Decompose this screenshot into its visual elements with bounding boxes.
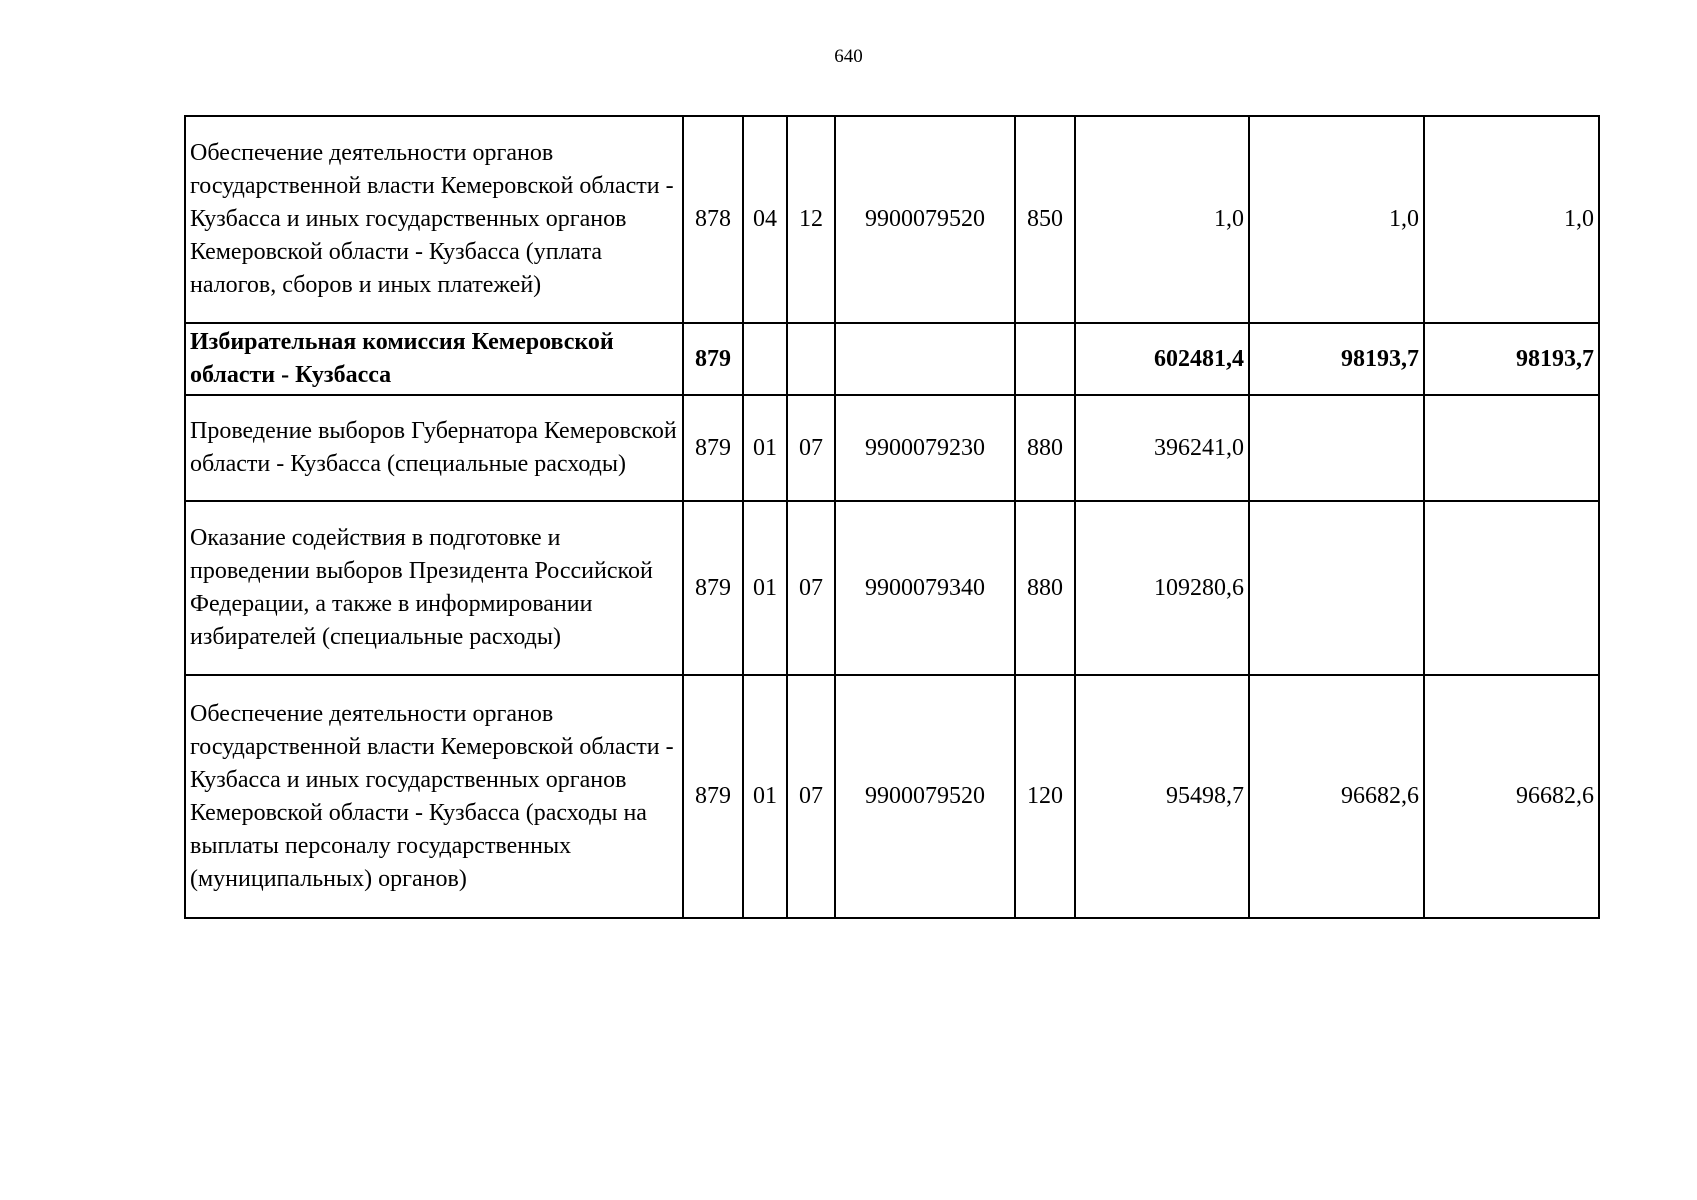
expense-type-code: 880	[1015, 395, 1075, 501]
sum-year-3	[1424, 501, 1599, 675]
row-name: Обеспечение деятельности органов государственной власти Кемеровской области - Кузбасса и иных государственных органов Кемеровской области - Кузбасса (уплата налогов, сборов и иных платежей)	[185, 116, 683, 323]
table-row	[185, 395, 1599, 501]
row-name: Проведение выборов Губернатора Кемеровской области - Кузбасса (специальные расходы)	[185, 395, 683, 501]
subsection-code: 07	[787, 395, 835, 501]
expense-type-code	[1015, 323, 1075, 395]
table-row	[185, 501, 1599, 675]
subsection-code: 12	[787, 116, 835, 323]
row-name: Оказание содействия в подготовке и проведении выборов Президента Российской Федерации, а также в информировании избирателей (специальные расходы)	[185, 501, 683, 675]
sum-year-3	[1424, 395, 1599, 501]
row-name: Избирательная комиссия Кемеровской области - Кузбасса	[185, 323, 683, 395]
table-row	[185, 323, 1599, 395]
page-number: 640	[834, 46, 863, 67]
ministry-code: 879	[683, 395, 743, 501]
sum-year-3: 98193,7	[1424, 323, 1599, 395]
sum-year-2: 96682,6	[1249, 675, 1424, 918]
target-code: 9900079520	[835, 116, 1015, 323]
target-code: 9900079520	[835, 675, 1015, 918]
sum-year-3: 1,0	[1424, 116, 1599, 323]
sum-year-2: 1,0	[1249, 116, 1424, 323]
table-row	[185, 116, 1599, 323]
expense-type-code: 120	[1015, 675, 1075, 918]
ministry-code: 879	[683, 501, 743, 675]
row-name: Обеспечение деятельности органов государственной власти Кемеровской области - Кузбасса и иных государственных органов Кемеровской области - Кузбасса (расходы на выплаты персоналу государственных (муниципальных) органов)	[185, 675, 683, 918]
sum-year-2: 98193,7	[1249, 323, 1424, 395]
table-row	[185, 675, 1599, 918]
subsection-code: 07	[787, 675, 835, 918]
ministry-code: 878	[683, 116, 743, 323]
section-code: 04	[743, 116, 787, 323]
section-code	[743, 323, 787, 395]
sum-year-1: 602481,4	[1075, 323, 1249, 395]
subsection-code: 07	[787, 501, 835, 675]
expense-type-code: 850	[1015, 116, 1075, 323]
sum-year-1: 1,0	[1075, 116, 1249, 323]
expense-type-code: 880	[1015, 501, 1075, 675]
target-code	[835, 323, 1015, 395]
sum-year-1: 109280,6	[1075, 501, 1249, 675]
sum-year-2	[1249, 395, 1424, 501]
section-code: 01	[743, 501, 787, 675]
target-code: 9900079230	[835, 395, 1015, 501]
ministry-code: 879	[683, 323, 743, 395]
section-code: 01	[743, 675, 787, 918]
sum-year-1: 396241,0	[1075, 395, 1249, 501]
sum-year-2	[1249, 501, 1424, 675]
section-code: 01	[743, 395, 787, 501]
target-code: 9900079340	[835, 501, 1015, 675]
sum-year-1: 95498,7	[1075, 675, 1249, 918]
ministry-code: 879	[683, 675, 743, 918]
sum-year-3: 96682,6	[1424, 675, 1599, 918]
budget-table	[184, 115, 1600, 919]
subsection-code	[787, 323, 835, 395]
